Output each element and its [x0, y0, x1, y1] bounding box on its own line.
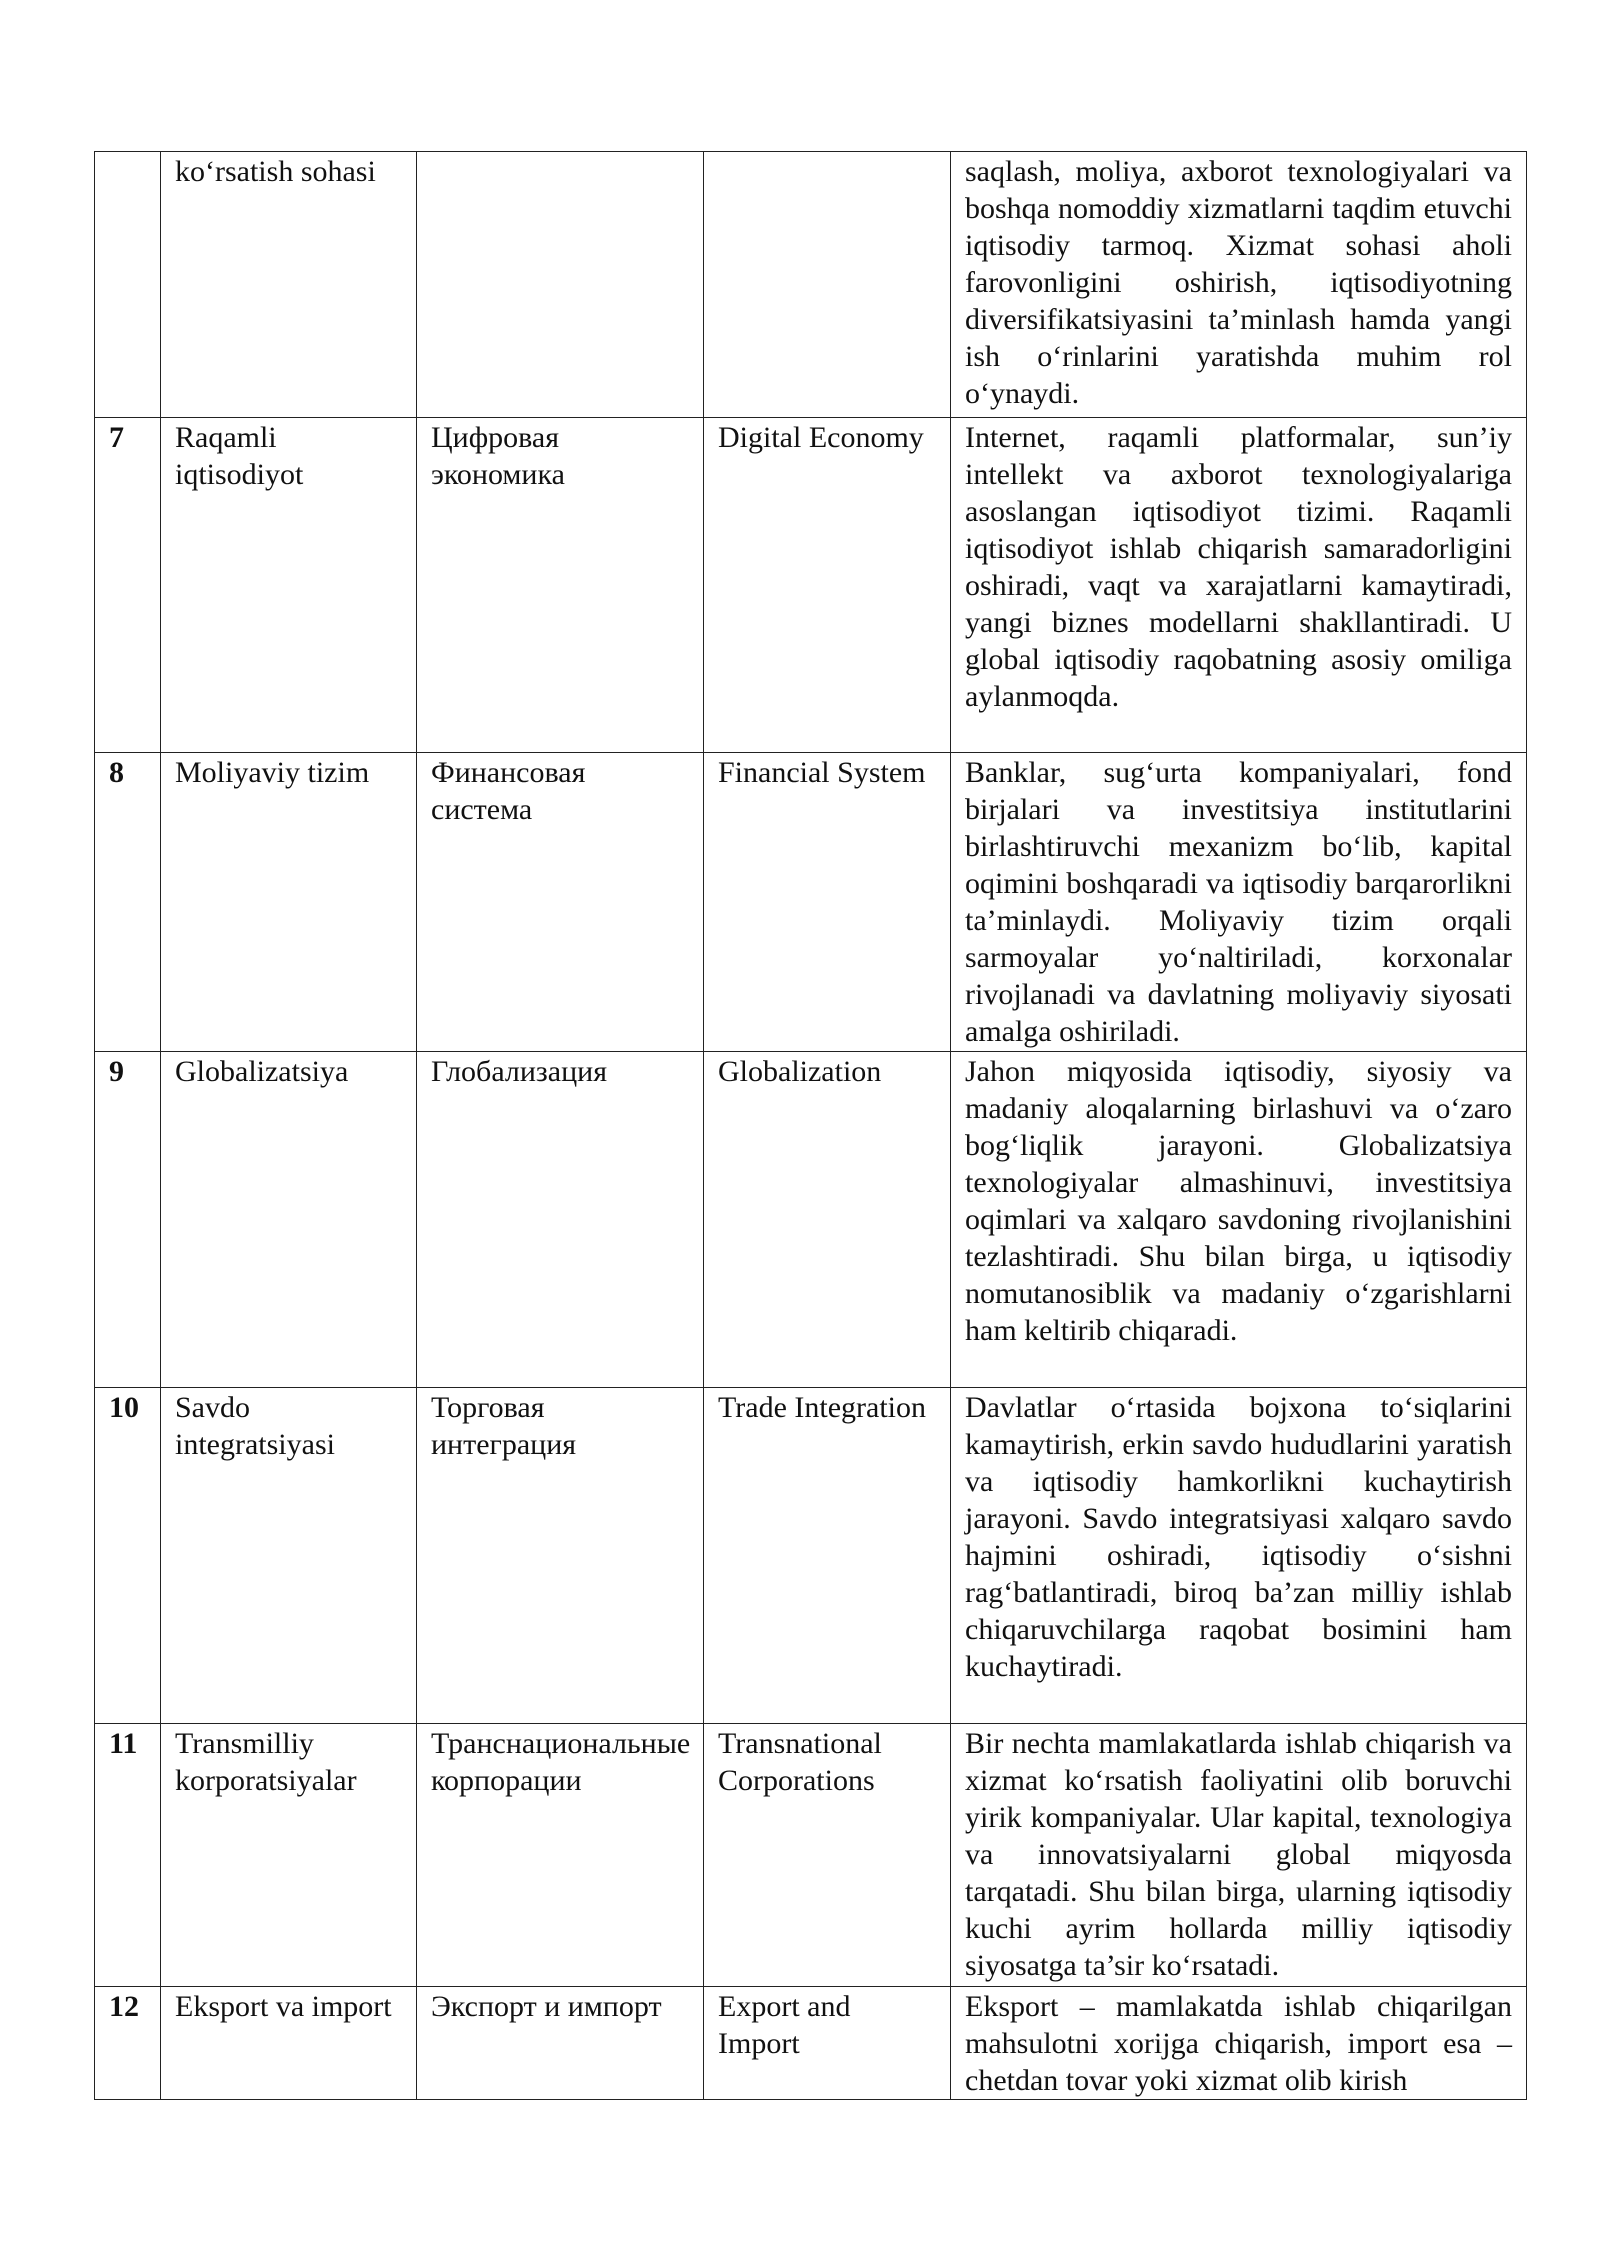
table-row: [95, 1724, 1527, 1987]
row-number: [95, 152, 161, 418]
table-row: [95, 1052, 1527, 1388]
row-number: 10: [95, 1388, 161, 1724]
term-uzbek: Raqamli iqtisodiyot: [161, 418, 417, 753]
row-number: 9: [95, 1052, 161, 1388]
term-uzbek: Globalizatsiya: [161, 1052, 417, 1388]
term-english: Financial System: [704, 753, 951, 1052]
term-definition: Eksport – mamlakatda ishlab chiqarilgan mahsulotni xorijga chiqarish, import esa – chetdan tovar yoki xizmat olib kirish: [951, 1987, 1527, 2100]
term-definition: Bir nechta mamlakatlarda ishlab chiqarish va xizmat ko‘rsatish faoliyatini olib boruvchi yirik kompaniyalar. Ular kapital, texnologiya va innovatsiyalarni global miqyosda tarqatadi. Shu bilan birga, ularning iqtisodiy kuchi ayrim hollarda milliy iqtisodiy siyosatga ta’sir ko‘rsatadi.: [951, 1724, 1527, 1987]
term-russian: [417, 152, 704, 418]
term-english: [704, 152, 951, 418]
term-english: Trade Integration: [704, 1388, 951, 1724]
table-row: [95, 152, 1527, 418]
term-definition: Jahon miqyosida iqtisodiy, siyosiy va madaniy aloqalarning birlashuvi va o‘zaro bog‘liqlik jarayoni. Globalizatsiya texnologiyalar almashinuvi, investitsiya oqimlari va xalqaro savdoning rivojlanishini tezlashtiradi. Shu bilan birga, u iqtisodiy nomutanosiblik va madaniy o‘zgarishlarni ham keltirib chiqaradi.: [951, 1052, 1527, 1388]
table-row: [95, 1388, 1527, 1724]
row-number: 12: [95, 1987, 161, 2100]
term-russian: Торговая интеграция: [417, 1388, 704, 1724]
term-uzbek: Moliyaviy tizim: [161, 753, 417, 1052]
term-definition: Banklar, sug‘urta kompaniyalari, fond birjalari va investitsiya institutlarini birlashtiruvchi mexanizm bo‘lib, kapital oqimini boshqaradi va iqtisodiy barqarorlikni ta’minlaydi. Moliyaviy tizim orqali sarmoyalar yo‘naltiriladi, korxonalar rivojlanadi va davlatning moliyaviy siyosati amalga oshiriladi.: [951, 753, 1527, 1052]
term-russian: Транснациональные корпорации: [417, 1724, 704, 1987]
term-english: Transnational Corporations: [704, 1724, 951, 1987]
row-number: 8: [95, 753, 161, 1052]
glossary-table: [94, 151, 1527, 2100]
term-russian: Финансовая система: [417, 753, 704, 1052]
term-english: Digital Economy: [704, 418, 951, 753]
term-russian: Экспорт и импорт: [417, 1987, 704, 2100]
term-definition: saqlash, moliya, axborot texnologiyalari va boshqa nomoddiy xizmatlarni taqdim etuvchi iqtisodiy tarmoq. Xizmat sohasi aholi farovonligini oshirish, iqtisodiyotning diversifikatsiyasini ta’minlash hamda yangi ish o‘rinlarini yaratishda muhim rol o‘ynaydi.: [951, 152, 1527, 418]
table-row: [95, 1987, 1527, 2100]
term-uzbek: ko‘rsatish sohasi: [161, 152, 417, 418]
row-number: 7: [95, 418, 161, 753]
term-english: Globalization: [704, 1052, 951, 1388]
table-row: [95, 418, 1527, 753]
term-definition: Davlatlar o‘rtasida bojxona to‘siqlarini kamaytirish, erkin savdo hududlarini yaratish va iqtisodiy hamkorlikni kuchaytirish jarayoni. Savdo integratsiyasi xalqaro savdo hajmini oshiradi, iqtisodiy o‘sishni rag‘batlantiradi, biroq ba’zan milliy ishlab chiqaruvchilarga raqobat bosimini ham kuchaytiradi.: [951, 1388, 1527, 1724]
term-english: Export and Import: [704, 1987, 951, 2100]
term-russian: Цифровая экономика: [417, 418, 704, 753]
term-uzbek: Eksport va import: [161, 1987, 417, 2100]
term-definition: Internet, raqamli platformalar, sun’iy intellekt va axborot texnologiyalariga asoslangan iqtisodiyot tizimi. Raqamli iqtisodiyot ishlab chiqarish samaradorligini oshiradi, vaqt va xarajatlarni kamaytiradi, yangi biznes modellarni shakllantiradi. U global iqtisodiy raqobatning asosiy omiliga aylanmoqda.: [951, 418, 1527, 753]
term-uzbek: Transmilliy korporatsiyalar: [161, 1724, 417, 1987]
term-russian: Глобализация: [417, 1052, 704, 1388]
term-uzbek: Savdo integratsiyasi: [161, 1388, 417, 1724]
row-number: 11: [95, 1724, 161, 1987]
table-row: [95, 753, 1527, 1052]
